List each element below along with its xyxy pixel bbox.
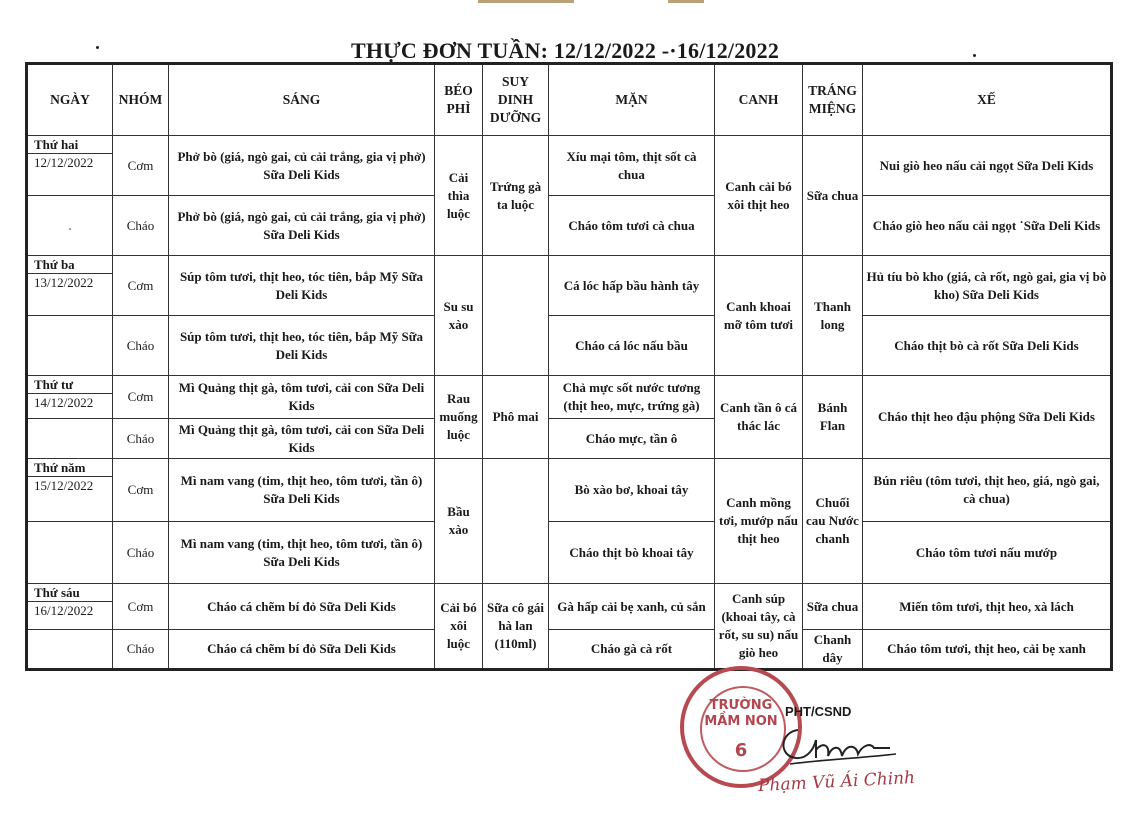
weekly-menu-table [25, 62, 1113, 671]
day-cell [27, 376, 113, 419]
signer-name: Phạm Vũ Ái Chinh [757, 767, 916, 797]
header-obesity: BÉO PHÌ [435, 64, 483, 136]
table-row [27, 196, 1112, 256]
salty-cell: Cháo thịt bò khoai tây [549, 522, 715, 584]
table-row [27, 459, 1112, 522]
table-row [27, 522, 1112, 584]
day-cell-cont [27, 630, 113, 670]
day-cell [27, 136, 113, 196]
malnutrition-cell: Phô mai [483, 376, 549, 459]
breakfast-cell: Cháo cá chẽm bí đỏ Sữa Deli Kids [169, 630, 435, 670]
breakfast-cell: Mì nam vang (tim, thịt heo, tôm tươi, tần ô) Sữa Deli Kids [169, 522, 435, 584]
salty-cell: Chả mực sốt nước tương (thịt heo, mực, trứng gà) [549, 376, 715, 419]
day-cell-cont [27, 316, 113, 376]
obesity-cell: Su su xào [435, 256, 483, 376]
breakfast-cell: Phở bò (giá, ngò gai, củ cải trắng, gia vị phở) Sữa Deli Kids [169, 136, 435, 196]
header-malnutrition: SUY DINH DƯỠNG [483, 64, 549, 136]
obesity-cell: Bầu xào [435, 459, 483, 584]
header-day: NGÀY [27, 64, 113, 136]
header-group: NHÓM [113, 64, 169, 136]
group-cell: Cơm [113, 136, 169, 196]
day-name: Thứ năm [34, 460, 86, 475]
dessert-cell: Thanh long [803, 256, 863, 376]
day-name: Thứ sáu [34, 585, 80, 600]
afternoon-cell: Cháo thịt bò cà rốt Sữa Deli Kids [863, 316, 1112, 376]
dessert-cell: Chanh dây [803, 630, 863, 670]
day-mark: . [68, 217, 72, 233]
breakfast-cell: Súp tôm tươi, thịt heo, tóc tiên, bắp Mỹ Sữa Deli Kids [169, 316, 435, 376]
soup-cell: Canh tần ô cá thác lác [715, 376, 803, 459]
day-cell [27, 459, 113, 522]
salty-cell: Xíu mại tôm, thịt sốt cà chua [549, 136, 715, 196]
obesity-cell: Cải thìa luộc [435, 136, 483, 256]
malnutrition-cell: Trứng gà ta luộc [483, 136, 549, 256]
day-cell-cont [27, 196, 113, 256]
day-date: 13/12/2022 [28, 273, 112, 291]
malnutrition-cell: Sữa cô gái hà lan (110ml) [483, 584, 549, 670]
day-date: 12/12/2022 [28, 153, 112, 171]
menu-title: THỰC ĐƠN TUẦN: 12/12/2022 -·16/12/2022 [350, 38, 780, 63]
dessert-cell: Sữa chua [803, 584, 863, 630]
malnutrition-cell [483, 256, 549, 376]
group-cell: Cháo [113, 522, 169, 584]
soup-cell: Canh khoai mỡ tôm tươi [715, 256, 803, 376]
table-row [27, 630, 1112, 670]
header-salty: MẶN [549, 64, 715, 136]
header-dessert: TRÁNG MIỆNG [803, 64, 863, 136]
salty-cell: Bò xào bơ, khoai tây [549, 459, 715, 522]
salty-cell: Cháo tôm tươi cà chua [549, 196, 715, 256]
scan-mark [478, 0, 574, 3]
signature-scribble [770, 720, 900, 770]
day-cell-cont [27, 419, 113, 459]
group-cell: Cơm [113, 584, 169, 630]
day-date: 15/12/2022 [28, 476, 112, 494]
group-cell: Cháo [113, 419, 169, 459]
table-row [27, 316, 1112, 376]
soup-cell: Canh súp (khoai tây, cà rốt, su su) nấu giò heo [715, 584, 803, 670]
afternoon-cell: Cháo giò heo nấu cải ngọt ˙Sữa Deli Kids [863, 196, 1112, 256]
group-cell: Cháo [113, 630, 169, 670]
group-cell: Cơm [113, 376, 169, 419]
salty-cell: Cá lóc hấp bầu hành tây [549, 256, 715, 316]
group-cell: Cháo [113, 316, 169, 376]
day-cell [27, 256, 113, 316]
afternoon-cell: Cháo tôm tươi nấu mướp [863, 522, 1112, 584]
salty-cell: Cháo gà cà rốt [549, 630, 715, 670]
malnutrition-cell [483, 459, 549, 584]
obesity-cell: Cải bó xôi luộc [435, 584, 483, 670]
table-row [27, 136, 1112, 196]
soup-cell: Canh mồng tơi, mướp nấu thịt heo [715, 459, 803, 584]
table-row [27, 256, 1112, 316]
signer-role: PHT/CSND [785, 704, 852, 719]
group-cell: Cơm [113, 459, 169, 522]
day-name: Thứ ba [34, 257, 75, 272]
stamp-line-2: MẦM NON [704, 714, 778, 729]
afternoon-cell: Miến tôm tươi, thịt heo, xà lách [863, 584, 1112, 630]
soup-cell: Canh cải bó xôi thịt heo [715, 136, 803, 256]
afternoon-cell: Cháo tôm tươi, thịt heo, cải bẹ xanh [863, 630, 1112, 670]
salty-cell: Gà hấp cải bẹ xanh, củ sắn [549, 584, 715, 630]
afternoon-cell: Cháo thịt heo đậu phộng Sữa Deli Kids [863, 376, 1112, 459]
table-row [27, 376, 1112, 419]
day-date: 16/12/2022 [28, 601, 112, 619]
breakfast-cell: Mì Quảng thịt gà, tôm tươi, cải con Sữa Deli Kids [169, 376, 435, 419]
day-cell [27, 584, 113, 630]
scan-mark [668, 0, 704, 3]
breakfast-cell: Phở bò (giá, ngò gai, củ cải trắng, gia vị phở) Sữa Deli Kids [169, 196, 435, 256]
obesity-cell: Rau muống luộc [435, 376, 483, 459]
salty-cell: Cháo cá lóc nấu bầu [549, 316, 715, 376]
dessert-cell: Sữa chua [803, 136, 863, 256]
breakfast-cell: Mì nam vang (tim, thịt heo, tôm tươi, tần ô) Sữa Deli Kids [169, 459, 435, 522]
header-breakfast: SÁNG [169, 64, 435, 136]
salty-cell: Cháo mực, tần ô [549, 419, 715, 459]
group-cell: Cơm [113, 256, 169, 316]
dessert-cell: Bánh Flan [803, 376, 863, 459]
day-name: Thứ hai [34, 137, 79, 152]
dessert-cell: Chuối cau Nước chanh [803, 459, 863, 584]
header-soup: CANH [715, 64, 803, 136]
day-cell-cont [27, 522, 113, 584]
header-afternoon: XẾ [863, 64, 1112, 136]
afternoon-cell: Hủ tíu bò kho (giá, cà rốt, ngò gai, gia vị bò kho) Sữa Deli Kids [863, 256, 1112, 316]
group-cell: Cháo [113, 196, 169, 256]
header-row [27, 64, 1112, 136]
stamp-line-1: TRƯỜNG [709, 698, 773, 713]
day-date: 14/12/2022 [28, 393, 112, 411]
day-name: Thứ tư [34, 377, 74, 392]
breakfast-cell: Cháo cá chẽm bí đỏ Sữa Deli Kids [169, 584, 435, 630]
stamp-number: 6 [734, 740, 748, 761]
afternoon-cell: Nui giò heo nấu cải ngọt Sữa Deli Kids [863, 136, 1112, 196]
breakfast-cell: Súp tôm tươi, thịt heo, tóc tiên, bắp Mỹ Sữa Deli Kids [169, 256, 435, 316]
breakfast-cell: Mì Quảng thịt gà, tôm tươi, cải con Sữa Deli Kids [169, 419, 435, 459]
table-row [27, 584, 1112, 630]
afternoon-cell: Bún riêu (tôm tươi, thịt heo, giá, ngò gai, cà chua) [863, 459, 1112, 522]
